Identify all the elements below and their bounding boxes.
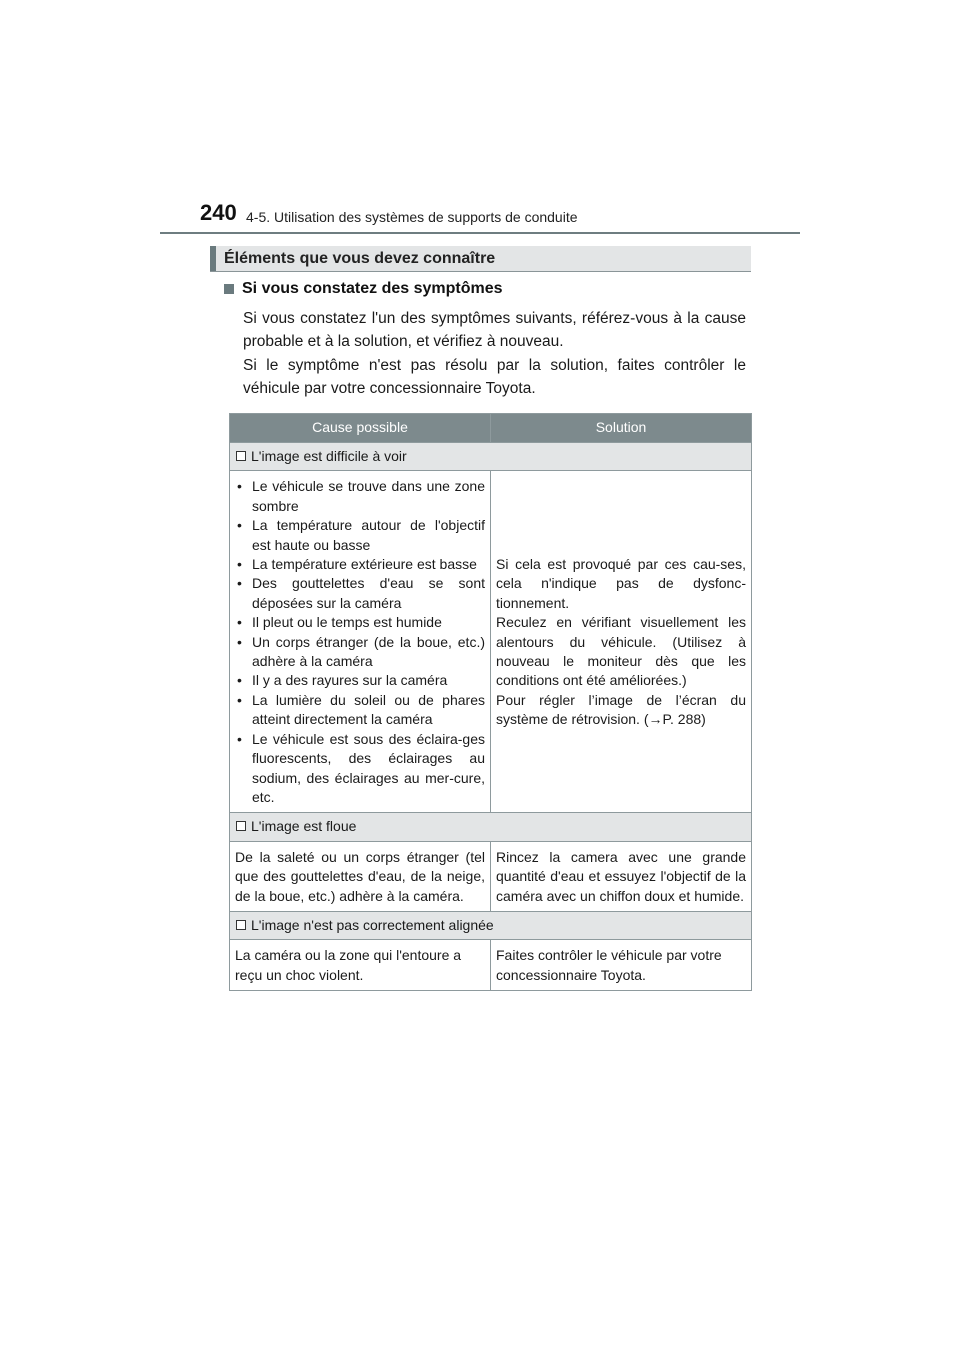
checkbox-icon: [236, 821, 246, 831]
table-row: [230, 471, 752, 813]
list-item: • La température autour de l'objectif est haute ou basse: [235, 516, 485, 555]
subsection-title: Si vous constatez des symptômes: [242, 280, 503, 297]
column-header-solution: Solution: [491, 414, 752, 443]
running-head: 4-5. Utilisation des systèmes de supports de conduite: [246, 209, 578, 225]
section-band: [210, 246, 751, 272]
group-row: [230, 443, 752, 471]
table-header-row: [230, 414, 752, 443]
list-item: • Un corps étranger (de la boue, etc.) adhère à la caméra: [235, 633, 485, 672]
group-row: [230, 813, 752, 841]
solution-text: Si cela est provoqué par ces cau-ses, cela n'indique pas de dysfonc-tionnement.: [496, 556, 746, 611]
group-title: L'image n'est pas correctement alignée: [251, 916, 494, 933]
solution-text: Reculez en vérifiant visuellement les alentours du véhicule. (Utilisez à nouveau le moniteur dès que les conditions ont été améliorées.): [496, 614, 746, 689]
group-cell: [230, 911, 752, 939]
group-row: [230, 911, 752, 939]
solution-cell: [491, 471, 752, 813]
list-item: • Des gouttelettes d'eau se sont déposées sur la caméra: [235, 574, 485, 613]
solution-cell: Rincez la camera avec une grande quantité d'eau et essuyez l'objectif de la caméra avec un chiffon doux et humide.: [491, 841, 752, 911]
group-cell: [230, 443, 752, 471]
square-bullet-icon: [224, 284, 234, 294]
intro-paragraph: Si le symptôme n'est pas résolu par la solution, faites contrôler le véhicule par votre concessionnaire Toyota.: [243, 357, 746, 397]
table-row: [230, 940, 752, 991]
symptoms-table: [229, 413, 752, 991]
cause-list: [235, 477, 485, 807]
subsection-heading: [224, 280, 503, 298]
list-item: • Il y a des rayures sur la caméra: [235, 671, 485, 690]
cause-cell: La caméra ou la zone qui l'entoure a reçu un choc violent.: [230, 940, 491, 991]
checkbox-icon: [236, 451, 246, 461]
intro-paragraph: Si vous constatez l'un des symptômes suivants, référez-vous à la cause probable et à la solution, et vérifiez à nouveau.: [243, 310, 746, 350]
section-accent-bar: [210, 246, 216, 271]
group-title: L'image est floue: [251, 818, 357, 835]
header-rule: [160, 232, 800, 234]
group-title: L'image est difficile à voir: [251, 448, 407, 464]
table-row: [230, 841, 752, 911]
group-cell: [230, 813, 752, 841]
list-item: • La lumière du soleil ou de phares atteint directement la caméra: [235, 691, 485, 730]
page-number: 240: [200, 200, 237, 225]
list-item: • Le véhicule se trouve dans une zone sombre: [235, 477, 485, 516]
column-header-cause: Cause possible: [230, 414, 491, 443]
cause-cell: De la saleté ou un corps étranger (tel que des gouttelettes d'eau, de la neige, de la boue, etc.) adhère à la caméra.: [230, 841, 491, 911]
section-title: Éléments que vous devez connaître: [224, 250, 496, 267]
list-item: • Il pleut ou le temps est humide: [235, 613, 485, 632]
list-item: • Le véhicule est sous des éclaira-ges fluorescents, des éclairages au sodium, des éclairages au mer-cure, etc.: [235, 730, 485, 808]
list-item: • La température extérieure est basse: [235, 555, 485, 574]
cause-cell: [230, 471, 491, 813]
solution-cell: Faites contrôler le véhicule par votre concessionnaire Toyota.: [491, 940, 752, 991]
solution-text: Pour régler l’image de l’écran du système de rétrovision. (→P. 288): [496, 691, 746, 728]
checkbox-icon: [236, 920, 246, 930]
